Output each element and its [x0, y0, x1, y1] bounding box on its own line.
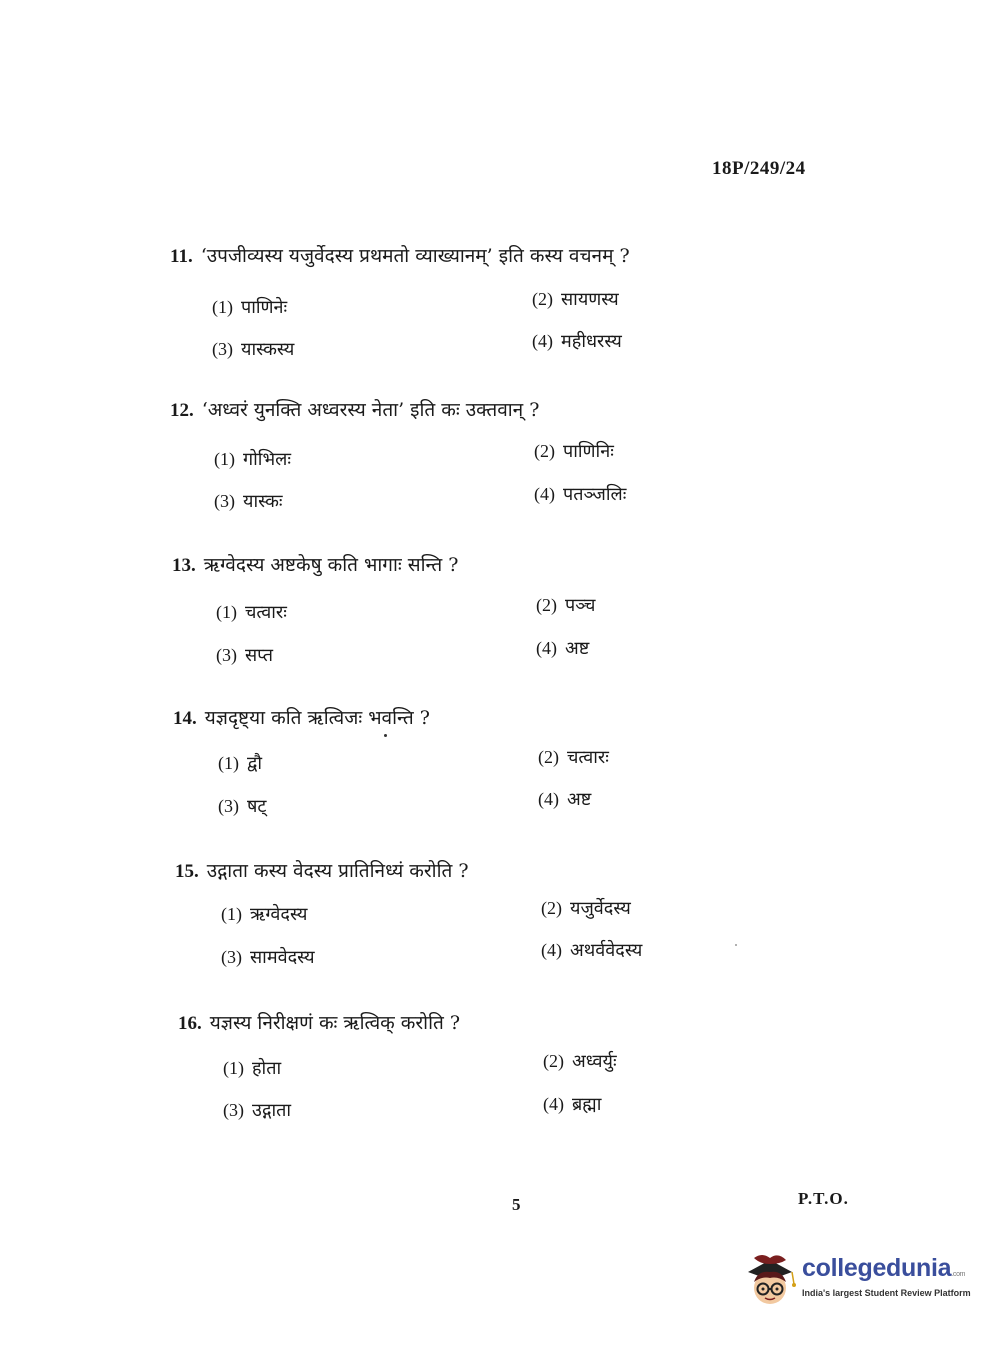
- option-text: अध्वर्युः: [572, 1051, 617, 1072]
- question-stem: [170, 243, 790, 270]
- question-12: [170, 397, 790, 512]
- question-number: 13.: [172, 555, 196, 576]
- student-mascot-icon: [744, 1250, 798, 1310]
- question-number: 11.: [170, 246, 193, 267]
- option-4: [543, 1092, 601, 1116]
- brand-wordmark: collegedunia: [802, 1254, 952, 1282]
- option-1: [212, 295, 287, 319]
- option-number: (4): [534, 484, 555, 504]
- option-text: उद्गाता: [252, 1100, 292, 1121]
- option-2: [534, 439, 614, 463]
- option-text: यजुर्वेदस्य: [570, 898, 631, 919]
- option-text: यास्कस्य: [241, 339, 295, 360]
- question-15: [175, 858, 795, 968]
- option-4: [534, 482, 626, 506]
- option-number: (4): [543, 1094, 564, 1114]
- option-text: होता: [252, 1058, 282, 1079]
- option-text: पञ्च: [565, 595, 596, 616]
- option-text: अथर्ववेदस्य: [570, 940, 643, 961]
- scan-speck: [735, 944, 737, 946]
- option-4: [538, 787, 591, 811]
- option-text: षट्: [247, 796, 267, 817]
- option-number: (4): [538, 789, 559, 809]
- question-number: 12.: [170, 400, 194, 421]
- option-text: पतञ्जलिः: [563, 484, 627, 505]
- question-16: [178, 1010, 798, 1121]
- option-number: (3): [223, 1100, 244, 1120]
- option-2: [532, 287, 619, 311]
- pto-label: P.T.O.: [798, 1189, 849, 1208]
- option-text: सप्त: [245, 645, 273, 666]
- question-number: 14.: [173, 708, 197, 729]
- option-text: अष्ट: [567, 789, 592, 810]
- option-number: (2): [543, 1051, 564, 1071]
- option-text: पाणिनेः: [241, 297, 288, 318]
- option-number: (2): [536, 595, 557, 615]
- option-1: [223, 1056, 281, 1080]
- option-4: [541, 938, 642, 962]
- question-text: यज्ञस्य निरीक्षणं कः ऋत्विक् करोति ?: [209, 1012, 461, 1034]
- option-number: (2): [541, 898, 562, 918]
- option-1: [218, 751, 262, 775]
- question-number: 16.: [178, 1013, 202, 1034]
- question-text: ऋग्वेदस्य अष्टकेषु कति भागाः सन्ति ?: [203, 554, 459, 576]
- option-number: (3): [212, 339, 233, 359]
- option-number: (1): [221, 904, 242, 924]
- option-text: महीधरस्य: [561, 331, 622, 352]
- question-stem: [178, 1010, 798, 1037]
- option-2: [536, 593, 595, 617]
- collegedunia-watermark: [744, 1250, 974, 1312]
- option-3: [221, 945, 315, 969]
- option-1: [221, 902, 307, 926]
- option-text: पाणिनिः: [563, 441, 614, 462]
- option-1: [214, 447, 291, 471]
- option-text: चत्वारः: [567, 747, 609, 768]
- option-text: गोभिलः: [243, 449, 291, 470]
- option-number: (3): [214, 491, 235, 511]
- question-text: ‘उपजीव्यस्य यजुर्वेदस्य प्रथमतो व्याख्यानम्’ इति कस्य वचनम् ?: [200, 245, 630, 267]
- question-stem: [175, 858, 795, 885]
- question-13: [172, 552, 792, 666]
- option-number: (1): [216, 602, 237, 622]
- option-text: ब्रह्मा: [572, 1094, 602, 1115]
- option-4: [536, 636, 589, 660]
- scan-speck: [384, 734, 387, 737]
- question-stem: [170, 397, 790, 424]
- option-text: सायणस्य: [561, 289, 619, 310]
- option-number: (1): [218, 753, 239, 773]
- option-text: अष्ट: [565, 638, 590, 659]
- question-11: [170, 243, 790, 360]
- option-3: [212, 337, 294, 361]
- option-text: ऋग्वेदस्य: [250, 904, 308, 925]
- option-text: सामवेदस्य: [250, 947, 315, 968]
- option-number: (4): [532, 331, 553, 351]
- option-text: यास्कः: [243, 491, 283, 512]
- option-number: (2): [538, 747, 559, 767]
- paper-code: 18P/249/24: [712, 158, 806, 179]
- brand-tagline: India's largest Student Review Platform: [802, 1288, 971, 1298]
- question-text: यज्ञदृष्ट्या कति ऋत्विजः भवन्ति ?: [204, 707, 430, 729]
- option-2: [538, 745, 609, 769]
- option-number: (3): [216, 645, 237, 665]
- option-number: (3): [218, 796, 239, 816]
- option-4: [532, 329, 622, 353]
- question-text: उद्गाता कस्य वेदस्य प्रातिनिध्यं करोति ?: [206, 860, 469, 882]
- option-number: (4): [536, 638, 557, 658]
- option-number: (3): [221, 947, 242, 967]
- question-stem: [172, 552, 792, 579]
- question-stem: [173, 705, 793, 732]
- option-number: (1): [223, 1058, 244, 1078]
- option-text: द्वौ: [247, 753, 263, 774]
- option-text: चत्वारः: [245, 602, 287, 623]
- option-2: [543, 1049, 617, 1073]
- brand-name: [802, 1254, 965, 1283]
- option-number: (4): [541, 940, 562, 960]
- question-number: 15.: [175, 861, 199, 882]
- option-3: [223, 1098, 291, 1122]
- option-3: [218, 794, 266, 818]
- page-number: 5: [512, 1195, 521, 1214]
- option-3: [216, 643, 273, 667]
- brand-dotcom: .com: [951, 1271, 966, 1278]
- option-number: (2): [534, 441, 555, 461]
- option-3: [214, 489, 283, 513]
- option-1: [216, 600, 287, 624]
- question-14: [173, 705, 793, 817]
- option-number: (1): [212, 297, 233, 317]
- option-number: (1): [214, 449, 235, 469]
- option-number: (2): [532, 289, 553, 309]
- question-text: ‘अध्वरं युनक्ति अध्वरस्य नेता’ इति कः उक्तवान् ?: [201, 399, 540, 421]
- option-2: [541, 896, 631, 920]
